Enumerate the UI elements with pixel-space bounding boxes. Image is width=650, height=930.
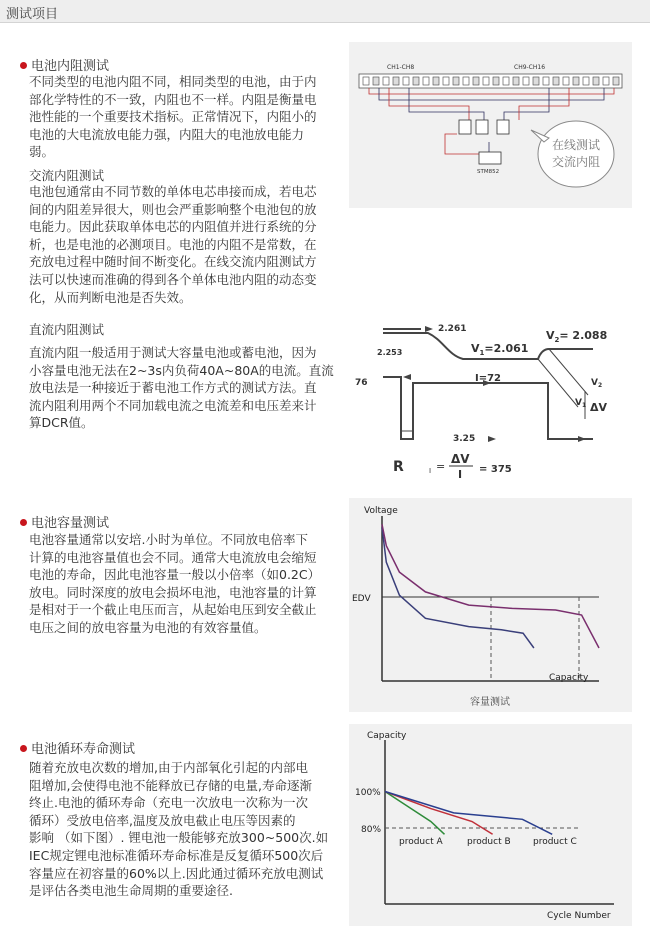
text-line: 影响 （如下图）. 锂电池一般能够充放300~500次.如: [29, 830, 329, 846]
text-line: 放电。同时深度的放电会损坏电池，电池容量的计算: [29, 584, 317, 600]
label-v1-small: $V_1$: [575, 398, 587, 409]
cell-terminal: [573, 77, 579, 85]
series-line-low: [382, 528, 534, 649]
text-line: 电池的大电流放电能力强，内阻大的电池放电能力: [29, 126, 305, 142]
section-header: [0, 0, 650, 23]
text-line: 电池包通常由不同节数的单体电芯串接而成，若电芯: [29, 184, 317, 199]
legend-product-c: product C: [533, 837, 577, 847]
cell-terminal: [363, 77, 369, 85]
paragraph-cycle: [29, 759, 339, 900]
text-line: 是评估各类电池生命周期的重要途径.: [29, 883, 233, 899]
bubble-line-2: 交流内阻: [551, 155, 601, 169]
paragraph-cap: [29, 531, 339, 637]
label-v2: $V_2= 2.088$: [546, 329, 608, 344]
text-line: 计算的电池容量值也会不同。通常大电流放电会缩短: [29, 549, 317, 565]
module-box: [476, 120, 488, 134]
text-line: 弱。: [29, 144, 55, 160]
dcr-diagram-svg: [353, 315, 633, 485]
y-axis-label: Capacity: [367, 731, 407, 741]
text-line: 电池容量通常以安培.小时为单位。不同放电倍率下: [29, 532, 308, 547]
text-line: 放电法是一种接近于蓄电池工作方式的测试方法。直: [29, 380, 317, 396]
x-axis-label: Capacity: [549, 673, 589, 683]
cell-terminal: [383, 77, 389, 85]
formula-eq: =: [436, 460, 446, 473]
text-line: 间的内阻差异很大，则也会严重影响整个电池包的放: [29, 201, 317, 217]
pointer-line: [549, 349, 588, 395]
text-line: 析，也是电池的必测项目。电池的内阻不是常数，在: [29, 236, 317, 252]
section-title-ir-text: 电池内阻测试: [31, 59, 110, 74]
arrow-icon: [425, 326, 433, 332]
section-title-cycle-text: 电池循环寿命测试: [31, 742, 136, 757]
text-line: 直流内阻一般适用于测试大容量电池或蓄电池，因为: [29, 345, 317, 360]
edv-label: EDV: [352, 594, 371, 604]
figure-wiring-diagram: [349, 42, 632, 208]
paragraph-ac: [29, 183, 339, 306]
arrow-icon: [488, 436, 496, 442]
cell-terminal: [413, 77, 419, 85]
wiring-label-bottom: STM852: [477, 169, 500, 175]
label-v1: $V_1=2.061$: [471, 342, 529, 357]
cell-terminal: [403, 77, 409, 85]
capacity-chart-svg: [349, 498, 632, 712]
cell-terminal: [433, 77, 439, 85]
text-line: 阻增加,会使得电池不能释放已存储的电量,寿命逐渐: [29, 777, 312, 793]
text-line: 法可以快速而准确的得到各个单体电池内阻的动态变: [29, 271, 317, 287]
section-title-cap: [20, 512, 109, 531]
cell-terminal: [593, 77, 599, 85]
bubble-line-1: 在线测试: [551, 138, 601, 152]
cell-terminal: [423, 77, 429, 85]
label-delta-v: ΔV: [590, 401, 608, 414]
label-current: I=72: [475, 373, 502, 384]
cell-terminal: [533, 77, 539, 85]
label-left-num: 76: [355, 378, 368, 388]
section-title-ir: [20, 55, 109, 74]
text-line: 终止.电池的循环寿命（充电一次放电一次称为一次: [29, 795, 308, 811]
speech-bubble: [538, 121, 614, 187]
wiring-diagram-svg: [349, 42, 632, 208]
formula-result: = 375: [479, 464, 512, 475]
section-title-cap-text: 电池容量测试: [31, 516, 110, 531]
wiring-label-right: CH9-CH16: [514, 64, 546, 71]
label-v2-small: $V_2$: [591, 378, 603, 389]
label-v-left: 2.253: [377, 348, 403, 357]
text-line: 电能力。因此获取单体电芯的内阻值并进行系统的分: [29, 219, 317, 235]
cell-terminal: [543, 77, 549, 85]
text-line: 电压之间的放电容量为电池的有效容量值。: [29, 619, 267, 635]
module-box: [497, 120, 509, 134]
cell-terminal: [443, 77, 449, 85]
cell-terminal: [553, 77, 559, 85]
formula-denominator: I: [458, 468, 463, 481]
cell-terminal: [473, 77, 479, 85]
cell-terminal: [523, 77, 529, 85]
cell-terminal: [563, 77, 569, 85]
cell-terminal: [483, 77, 489, 85]
x-axis-label: Cycle Number: [547, 911, 611, 921]
legend-product-b: product B: [467, 837, 511, 847]
text-line: 循环）受放电倍率,温度及放电截止电压等因素的: [29, 812, 296, 828]
bullet-dot-icon: [20, 519, 27, 526]
cell-terminal: [503, 77, 509, 85]
text-line: 电池的寿命，因此电池容量一般以小倍率（如0.2C）: [29, 567, 321, 583]
cell-terminal: [493, 77, 499, 85]
label-v-top: 2.261: [438, 324, 467, 334]
module-box: [459, 120, 471, 134]
tester-box: [479, 152, 501, 164]
arrow-icon: [578, 436, 586, 442]
label-time: 3.25: [453, 434, 476, 444]
text-line: 是相对于一个截止电压而言，从起始电压到安全截止: [29, 602, 317, 618]
wiring-label-left: CH1-CH8: [387, 64, 415, 71]
tick-80: 80%: [361, 825, 382, 835]
text-line: 池性能的一个重要技术指标。正常情况下，内阻小的: [29, 109, 317, 125]
text-line: 容量应在初容量的60%以上.因此通过循环充放电测试: [29, 865, 324, 881]
subsection-title-ac: 交流内阻测试: [29, 168, 105, 183]
formula-sub: I: [429, 467, 432, 475]
text-line: IEC规定锂电池标准循环寿命标准是反复循环500次后: [29, 847, 324, 863]
text-line: 部化学特性的不一致，内阻也不一样。内阻是衡量电: [29, 91, 317, 107]
cycle-chart-svg: [349, 724, 632, 926]
cell-terminal: [583, 77, 589, 85]
figure-dcr-diagram: [353, 315, 633, 485]
text-line: 流内阻利用两个不同加载电流之电流差和电压差来计: [29, 397, 317, 413]
text-line: 化，从而判断电池是否失效。: [29, 289, 192, 305]
formula-numerator: ΔV: [451, 452, 470, 466]
legend-product-a: product A: [399, 837, 443, 847]
paragraph-dc: [29, 344, 339, 432]
section-title-cycle: [20, 738, 135, 757]
chart-caption: 容量测试: [470, 697, 510, 708]
text-line: 小容量电池无法在2~3s内负荷40A~80A的电流。直流: [29, 362, 334, 378]
arrow-icon: [403, 374, 411, 380]
y-axis-label: Voltage: [364, 506, 398, 516]
current-curve: [383, 377, 593, 439]
tick-100: 100%: [355, 788, 381, 798]
formula-r: R: [393, 459, 404, 475]
chart-capacity: [349, 498, 632, 712]
text-line: 算DCR值。: [29, 415, 94, 431]
cell-terminal: [513, 77, 519, 85]
cell-terminal: [393, 77, 399, 85]
cell-terminal: [453, 77, 459, 85]
header-title: 测试项目: [6, 7, 59, 22]
bullet-dot-icon: [20, 62, 27, 69]
cell-terminal: [463, 77, 469, 85]
chart-cycle-life: [349, 724, 632, 926]
text-line: 随着充放电次数的增加,由于内部氧化引起的内部电: [29, 760, 308, 775]
cell-terminal: [603, 77, 609, 85]
bullet-dot-icon: [20, 745, 27, 752]
cell-terminal: [613, 77, 619, 85]
cell-terminal: [373, 77, 379, 85]
subsection-title-dc: 直流内阻测试: [29, 322, 105, 337]
text-line: 充放电过程中随时间不断变化。在线交流内阻测试方: [29, 254, 317, 270]
text-line: 不同类型的电池内阻不同，相同类型的电池，由于内: [29, 74, 317, 89]
paragraph-ir: [29, 73, 339, 161]
